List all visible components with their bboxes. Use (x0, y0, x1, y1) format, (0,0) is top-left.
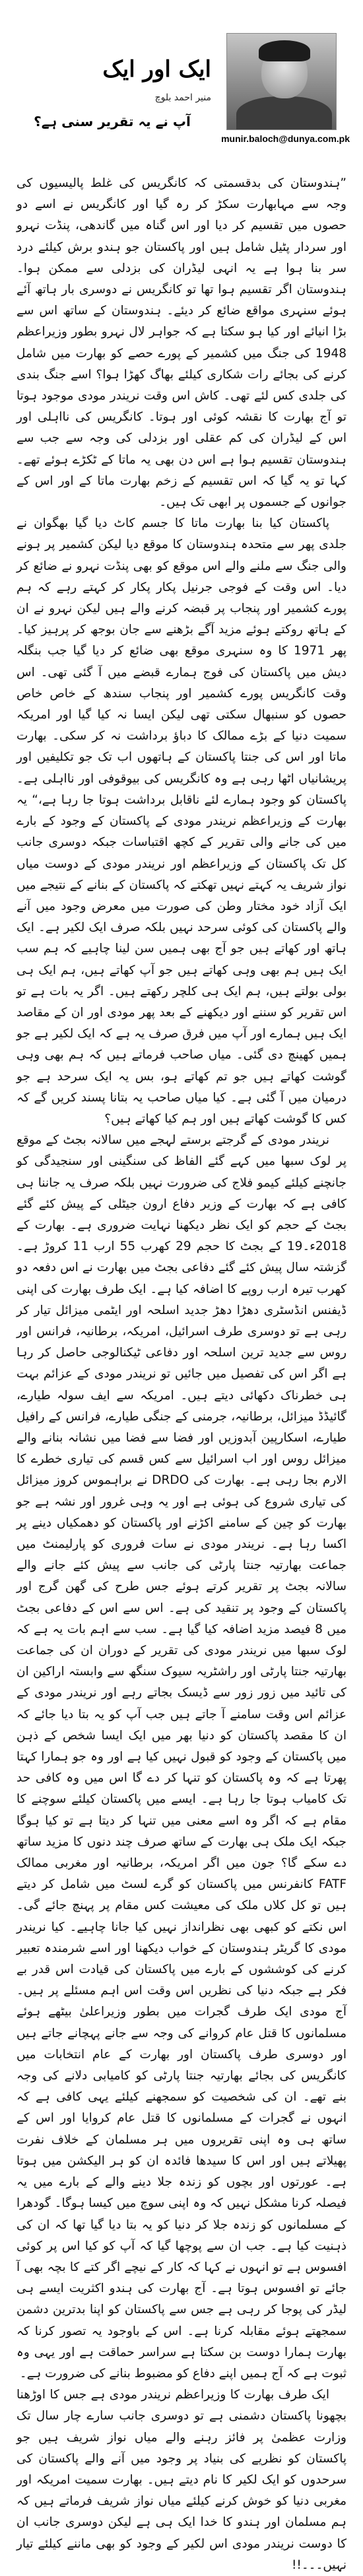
author-email: munir.baloch@dunya.com.pk (221, 133, 350, 144)
column-header (13, 26, 350, 135)
author-photo-hair (259, 40, 310, 61)
paragraph-4: ایک طرف بھارت کا وزیراعظم نریندر مودی ہے جس کا اوڑھنا بچھونا پاکستان دشمنی ہے تو دوسری جانب سارے چار سال تک وزارت عظمیٰ پر فائز رہنے والے میاں نواز شریف ہیں جو پاکستان کو نظریے کی بنیاد پر وجود میں آنے والے پاکستان کی سرحدوں کو ایک لکیر کا نام دیتے ہیں۔ بھارت سمیت امریکہ اور مغربی دنیا کو خوش کرنے کیلئے میاں نواز شریف فرماتے ہیں کہ ہم مسلمان اور ہندو کا خدا ایک ہی ہے لیکن دوسری جانب ان کا دوست نریندر مودی اس لکیر کے وجود کو بھی ماننے کیلئے تیار نہیں۔۔۔!! (16, 2388, 346, 2572)
paragraph-2: پاکستان کیا بنا بھارت ماتا کا جسم کاٹ دیا گیا بھگوان نے جلدی پھر سے متحدہ ہندوستان کا موقع دیا لیکن کشمیر پر ہونے والی جنگ سے ملنے والے اس موقع کو بھی پنڈت نہرو نے ضائع کر دیا۔ اس وقت کے فوجی جرنیل پکار پکار کر کہتے رہے کہ ہم پورے کشمیر اور پنجاب پر قبضہ کرنے والے ہیں لیکن نہرو نے ان کے ہاتھ روکتے ہوئے مزید آگے بڑھنے سے جان بوجھ کر پرہیز کیا۔ پھر 1971 کا وہ سنہری موقع بھی ضائع کر دیا گیا جب بنگلہ دیش میں پاکستان کی فوج ہمارے قبضے میں آ گئی تھی۔ اس وقت کانگریس پورے کشمیر اور پنجاب سندھ کے خاص خاص حصوں کو سنبھال سکتی تھی لیکن ایسا نہ کیا گیا اور امریکہ سمیت دنیا کے بڑے ممالک کا دباؤ برداشت نہ کر سکی۔ بھارت ماتا اور اس کی جنتا پاکستان کے ہاتھوں اب تک جو تکلیفیں اور پریشانیاں اٹھا رہی ہے وہ کانگریس کی بیوقوفی اور نااہلی ہے۔ پاکستان کو وجود ہمارے لئے ناقابل برداشت ہوتا جا رہا ہے،“ یہ بھارت کے وزیراعظم نریندر مودی کے پاکستان کے وجود کے بارے میں کی جانے والی تقریر کے کچھ اقتباسات جبکہ دوسری جانب کل تک پاکستان کے وزیراعظم اور نریندر مودی کے دوست میاں نواز شریف یہ کہتے نہیں تھکتے کہ پاکستان کے بنانے کے نتیجے میں ایک آزاد خود مختار وطن کی صورت میں معرض وجود میں آنے والے پاکستان کی کوئی سرحد نہیں بلکہ صرف ایک لکیر ہے۔ ایک ہاتھ اور کھاتے ہیں جو آج بھی ہمیں سن لینا چاہیے کہ ہم سب ایک ہیں ہم بھی وہی کھاتے ہیں جو آپ کھاتے ہیں، ہم ایک ہی بولی بولتے ہیں، ہم ایک ہی کلچر رکھتے ہیں۔ اگر یہ بات ہے تو اس تقریر کو سننے اور دیکھنے کے بعد پھر مودی اور ان کے مقاصد ایک ہیں ہمارے اور آپ میں فرق صرف یہ ہے کہ ایک لکیر ہے جو ہمیں کھینچ دی گئی۔ میاں صاحب فرماتے ہیں کہ ہم بھی وہی گوشت کھاتے ہیں جو تم کھاتے ہو، بس یہ ایک سرحد ہے جو درمیان میں آ گئی ہے۔ کیا میاں صاحب یہ بتانا پسند کریں گے کہ کس کا گوشت کھاتے ہیں اور ہم کیا کھاتے ہیں؟ (16, 516, 346, 1126)
paragraph-1: ”ہندوستان کی بدقسمتی کہ کانگریس کی غلط پالیسیوں کی وجہ سے مہابھارت سکڑ کر رہ گیا اور کانگریس نے اسے دو حصوں میں تقسیم کر دیا اور اس گناہ میں گاندھی، پنڈت نہرو اور سردار پٹیل شامل ہیں اور پاکستان جو ہندو برش کیلئے درد سر بنا ہوا ہے یہ انہی لیڈران کی بزدلی سے ممکن ہوا۔ ہندوستان اگر تقسیم ہوا تھا تو کانگریس نے دوسری بار ہاتھ آئے ہوئے سنہری مواقع ضائع کر دیئے۔ ہندوستان کے ساتھ اس سے بڑا انیائے اور کیا ہو سکتا ہے کہ جواہر لال نہرو بطور وزیراعظم 1948 کی جنگ میں کشمیر کے پورے حصے کو بھارت میں شامل کرنے کی بجائے رات شکاری کیلئے بھاگ کھڑا ہوا؟ اسے جنگ بندی کی جلدی کس لئے تھی۔ کاش اس وقت نریندر مودی موجود ہوتا تو آج بھارت کا نقشہ کوئی اور ہوتا۔ کانگریس کی نااہلی اور اس کے لیڈران کی کم عقلی اور بزدلی کی وجہ سے جب سے ہندوستان تقسیم ہوا ہے اس دن بھی یہ ماتا کے ٹکڑے ہوئے تھے۔ کہا تو یہ گیا کہ اس تقسیم کے زخم بھارت ماتا کے اور اس کے جوانوں کے جسموں پر ابھی تک ہیں۔ (16, 176, 346, 510)
paragraph-3: نریندر مودی کے گرجتے برستے لہجے میں سالانہ بجٹ کے موقع پر لوک سبھا میں کہے گئے الفاظ کی سنگینی اور سنجیدگی کو جانچنے کیلئے کیمو فلاج کی ضرورت نہیں بلکہ صرف یہ جاننا ہی کافی ہے کہ بھارت کے وزیر دفاع ارون جیٹلی کے پیش کئے گئے بجٹ کے حجم کو ایک نظر دیکھنا نہایت ضروری ہے۔ بھارت کے 2018ء۔19 کے بجٹ کا حجم 29 کھرب 55 ارب 11 کروڑ ہے۔ گزشتہ سال پیش کئے گئے دفاعی بجٹ میں بھارت نے اس دفعہ دو کھرب تیرہ ارب روپے کا اضافہ کیا ہے۔ ایک طرف بھارت کی اپنی ڈیفنس انڈسٹری دھڑا دھڑ جدید اسلحہ اور ایٹمی میزائل تیار کر رہی ہے تو دوسری طرف اسرائیل، امریکہ، برطانیہ، فرانس اور روس سے جدید ترین اسلحہ اور دفاعی ٹیکنالوجی حاصل کر رہا ہے اگر اس کی تفصیل میں جائیں تو نریندر مودی کے عزائم بہت ہی خطرناک دکھائی دیتے ہیں۔ امریکہ سے ایف سولہ طیارے، گائیڈڈ میزائل، برطانیہ، جرمنی کے جنگی طیارے، فرانس کے رافیل طیارے، اسکارپین آبدوزیں اور فضا سے فضا میں نشانہ بنانے والے میزائل روس اور اب اسرائیل سے کس قسم کی تیاری خطرے کا الارم بجا رہی ہے۔ بھارت کی DRDO نے براہموس کروز میزائل کی تیاری شروع کی ہوئی ہے اور یہ وہی غرور اور نشہ ہے جو بھارت کو چین کے سامنے اکڑنے اور پاکستان کو دھمکیاں دینے پر اکسا رہا ہے۔ نریندر مودی نے سات فروری کو پارلیمنٹ میں جماعت بھارتیہ جنتا پارٹی کی جانب سے پیش کئے جانے والے سالانہ بجٹ پر تقریر کرتے ہوئے جس طرح کی گھن گرج اور پاکستان کے وجود پر تنقید کی ہے۔ اس سے اس کے دفاعی بجٹ میں 8 فیصد مزید اضافہ کیا گیا ہے۔ سب سے اہم بات یہ ہے کہ لوک سبھا میں نریندر مودی کی تقریر کے دوران ان کی جماعت بھارتیہ جنتا پارٹی اور راشٹریہ سیوک سنگھ سے وابستہ اراکین ان کی تائید میں زور زور سے ڈیسک بجاتے رہے اور نریندر مودی کے عزائم اس وقت سامنے آ جاتے ہیں جب آپ کو یہ بتا دیا جائے کہ ان کا مقصد پاکستان کو دنیا بھر میں ایک ایسا شخص کے ذہن میں پاکستان کے وجود کو قبول نہیں کیا ہے اور وہ جو ہمارا کہتا پھرتا ہے کہ وہ پاکستان کو تنہا کر دے گا اس میں وہ کافی حد تک کامیاب ہوتا جا رہا ہے۔ ایسے میں پاکستان کیلئے سوچنے کا مقام ہے کہ اگر وہ اسے معنی میں تنہا کر دیتا ہے تو کیا ہوگا جبکہ ایک ملک ہی بھارت کے ساتھ صرف چند دنوں کا مزید ساتھ دے سکے گا؟ جون میں اگر امریکہ، برطانیہ اور مغربی ممالک FATF کانفرنس میں پاکستان کو گرے لسٹ میں شامل کر دیتے ہیں تو کل کلاں ملک کی معیشت کس مقام پر پہنچ جائے گی۔ اس نکتے کو کبھی بھی نظرانداز نہیں کیا جانا چاہیے۔ کیا نریندر مودی کا گریٹر ہندوستان کے خواب دیکھنا اور اسے شرمندہ تعبیر کرنے کی کوششوں کے بارے میں پاکستان کی قیادت اس قدر بے فکر ہے جبکہ دنیا کی نظریں اس وقت اس اہم مسئلے پر ہیں۔ آج مودی ایک طرف گجرات میں بطور وزیراعلیٰ بیٹھے ہوئے مسلمانوں کا قتل عام کروانے کی وجہ سے جانے پہچانے جاتے ہیں اور دوسری طرف پاکستان اور بھارت کے عام انتخابات میں کانگریس کی بجائے بھارتیہ جنتا پارٹی کو کامیابی دلانے کی وجہ بنے تھے۔ ان کی شخصیت کو سمجھنے کیلئے یہی کافی ہے کہ انہوں نے گجرات کے مسلمانوں کا قتل عام کروایا اور اس کے ساتھ ہی وہ اپنی تقریروں میں ہر مسلمان کے خلاف نفرت پھیلاتے ہیں اور اس کا سیدھا فائدہ ان کو ہر الیکشن میں ہوتا ہے۔ عورتوں اور بچوں کو زندہ جلا دینے والے کے بارے میں یہ فیصلہ کرنا مشکل نہیں کہ وہ اپنی سوچ میں کیسا ہوگا۔ گودھرا کے مسلمانوں کو زندہ جلا کر دنیا کو یہ بتا دیا گیا تھا کہ ان کی ذہنیت کیا ہے۔ جب ان سے پوچھا گیا کہ آپ کو کیا اس پر کوئی افسوس ہے تو انہوں نے کہا کہ کار کے نیچے اگر کتے کا بچہ بھی آ جائے تو افسوس ہوتا ہے۔ آج بھارت کی ہندو اکثریت ایسے ہی لیڈر کی پوجا کر رہی ہے جس سے پاکستان کو اپنا بدترین دشمن سمجھتے ہوئے مقابلہ کرنا ہے۔ اس کے باوجود یہ تصور کرنا کہ بھارت ہمارا دوست بن سکتا ہے سراسر حماقت ہے اور یہی وہ ثبوت ہے کہ آج ہمیں اپنے دفاع کو مضبوط بنانے کی ضرورت ہے۔ (16, 1133, 346, 2381)
article-title: آپ نے یہ تقریر سنی ہے؟ (34, 114, 191, 129)
author-photo (226, 33, 337, 130)
column-logo: ایک اور ایک (102, 56, 211, 83)
article-body (16, 173, 346, 2576)
author-photo-shoulders (236, 96, 332, 130)
author-name: منیر احمد بلوچ (154, 92, 211, 103)
